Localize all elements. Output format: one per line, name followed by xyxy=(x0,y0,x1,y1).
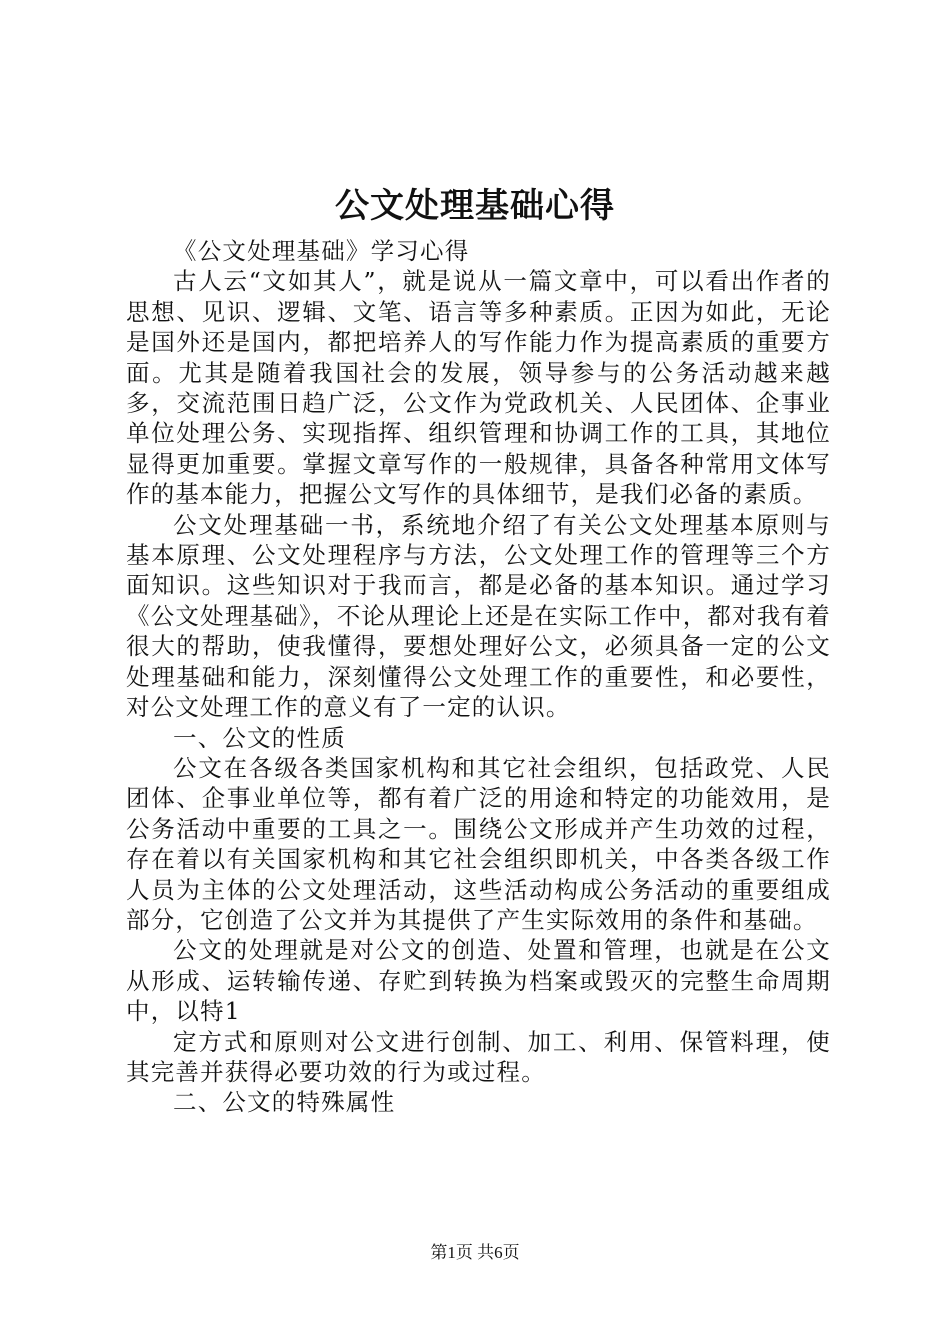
section-heading: 一、公文的性质 xyxy=(173,723,346,752)
paragraph: 公文处理基础一书，系统地介绍了有关公文处理基本原则与基本原理、公文处理程序与方法，公文处理工作的管理等三个方面知识。这些知识对于我而言，都是必备的基本知识。通过学习《公文处理基础》，不论从理论上还是在实际工作中，都对我有着很大的帮助，使我懂得，要想处理好公文，必须具备一定的公文处理基础和能力，深刻懂得公文处理工作的重要性，和必要性，对公文处理工作的意义有了一定的认识。 xyxy=(126,510,831,722)
paragraph: 古人云“文如其人”，就是说从一篇文章中，可以看出作者的思想、见识、逻辑、文笔、语言等多种素质。正因为如此，无论是国外还是国内，都把培养人的写作能力作为提高素质的重要方面。尤其是随着我国社会的发展，领导参与的公务活动越来越多，交流范围日趋广泛，公文作为党政机关、人民团体、企事业单位处理公务、实现指挥、组织管理和协调工作的工具，其地位显得更加重要。掌握文章写作的一般规律，具备各种常用文体写作的基本能力，把握公文写作的具体细节，是我们必备的素质。 xyxy=(126,267,831,509)
paragraph-subtitle: 《公文处理基础》学习心得 xyxy=(173,237,470,265)
paragraph: 公文在各级各类国家机构和其它社会组织，包括政党、人民团体、企事业单位等，都有着广泛的用途和特定的功能效用，是公务活动中重要的工具之一。围绕公文形成并产生功效的过程，存在着以有关国家机构和其它社会组织即机关，中各类各级工作人员为主体的公文处理活动，这些活动构成公务活动的重要组成部分，它创造了公文并为其提供了产生实际效用的条件和基础。 xyxy=(126,753,831,934)
page-footer: 第1页 共6页 xyxy=(430,1243,520,1262)
paragraph: 公文的处理就是对公文的创造、处置和管理，也就是在公文从形成、运转输传递、存贮到转换为档案或毁灭的完整生命周期中，以特1 xyxy=(126,936,831,1026)
document-title: 公文处理基础心得 xyxy=(335,186,615,226)
paragraph: 定方式和原则对公文进行创制、加工、利用、保管料理，使其完善并获得必要功效的行为或过程。 xyxy=(126,1027,831,1086)
document-body xyxy=(126,236,831,1118)
section-heading: 二、公文的特殊属性 xyxy=(173,1088,396,1117)
